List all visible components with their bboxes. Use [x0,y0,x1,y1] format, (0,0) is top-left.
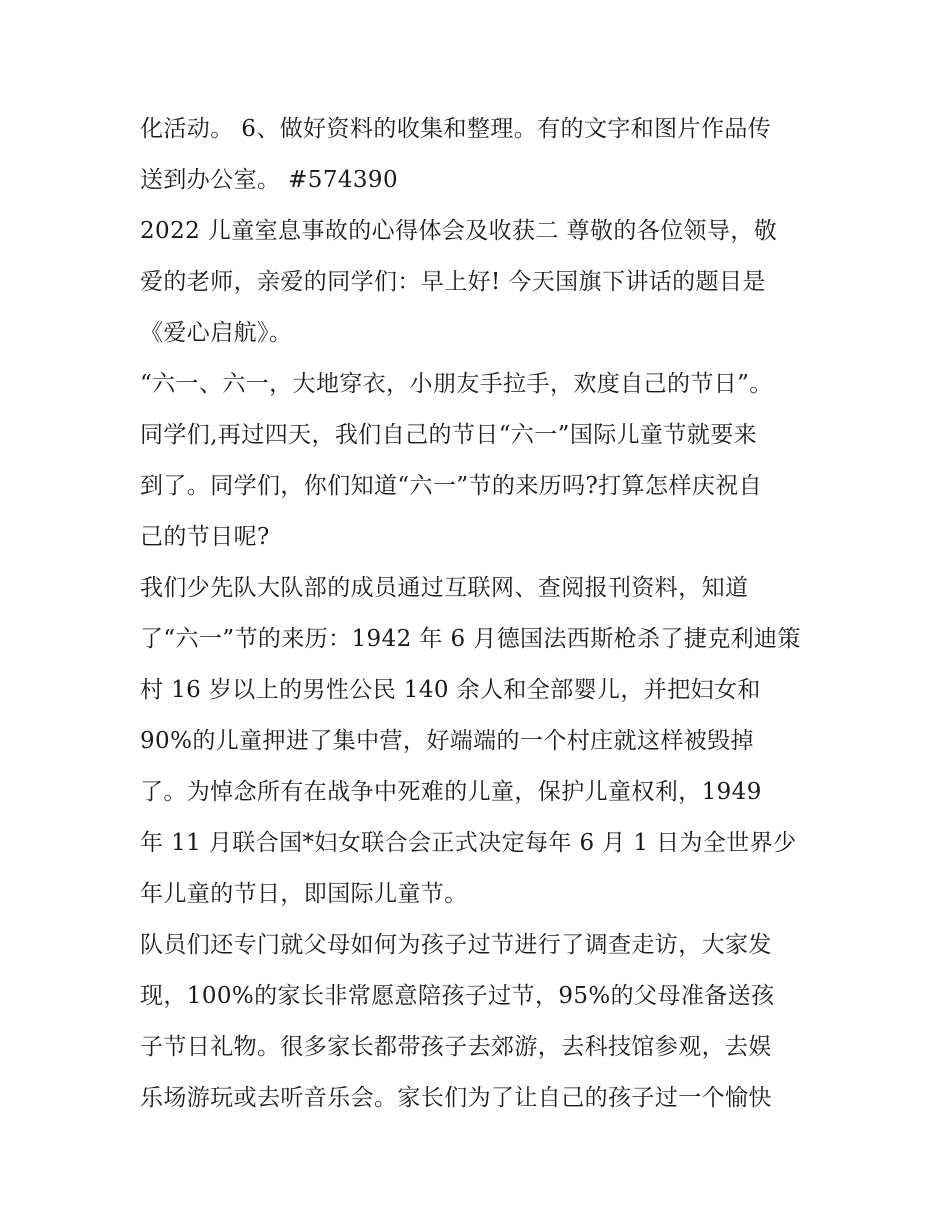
text-line: 现，100%的家长非常愿意陪孩子过节，95%的父母准备送孩 [140,983,775,1009]
paragraph-children-day-history [140,563,830,920]
text-line: 爱的老师，亲爱的同学们：早上好! 今天国旗下讲话的题目是 [140,269,766,295]
text-line: 乐场游玩或去听音乐会。家长们为了让自己的孩子过一个愉快 [140,1085,772,1111]
text-line: 我们少先队大队部的成员通过互联网、查阅报刊资料，知道 [140,575,749,601]
paragraph-children-day-rhyme [140,359,830,563]
text-line: 年 11 月联合国*妇女联合会正式决定每年 6 月 1 日为全世界少 [140,830,797,856]
text-line: 己的节日呢? [140,524,270,550]
text-line: 到了。同学们，你们知道“六一”节的来历吗?打算怎样庆祝自 [140,473,763,499]
text-line: 送到办公室。 #574390 [140,167,398,193]
document-body [140,104,830,1124]
text-line: 《爱心启航》。 [140,320,293,346]
text-line: 子节日礼物。很多家长都带孩子去郊游，去科技馆参观，去娱 [140,1034,772,1060]
text-line: 队员们还专门就父母如何为孩子过节进行了调查走访，大家发 [140,932,772,958]
paragraph-activities-end [140,104,830,206]
text-line: 2022 儿童室息事故的心得体会及收获二 尊敬的各位领导，敬 [140,218,778,244]
paragraph-survey [140,920,830,1124]
text-line: 年儿童的节日，即国际儿童节。 [140,881,468,907]
text-line: “六一、六一，大地穿衣，小朋友手拉手，欢度自己的节日”。 [140,371,773,397]
paragraph-speech-intro [140,206,830,359]
text-line: 村 16 岁以上的男性公民 140 余人和全部婴儿，并把妇女和 [140,677,761,703]
text-line: 了“六一”节的来历：1942 年 6 月德国法西斯枪杀了捷克利迪策 [140,626,801,652]
text-line: 了。为悼念所有在战争中死难的儿童，保护儿童权利，1949 [140,779,762,805]
text-line: 同学们,再过四天，我们自己的节日“六一”国际儿童节就要来 [140,422,758,448]
text-line: 化活动。 6、做好资料的收集和整理。有的文字和图片作品传 [140,116,772,142]
text-line: 90%的儿童押进了集中营，好端端的一个村庄就这样被毁掉 [140,728,754,754]
